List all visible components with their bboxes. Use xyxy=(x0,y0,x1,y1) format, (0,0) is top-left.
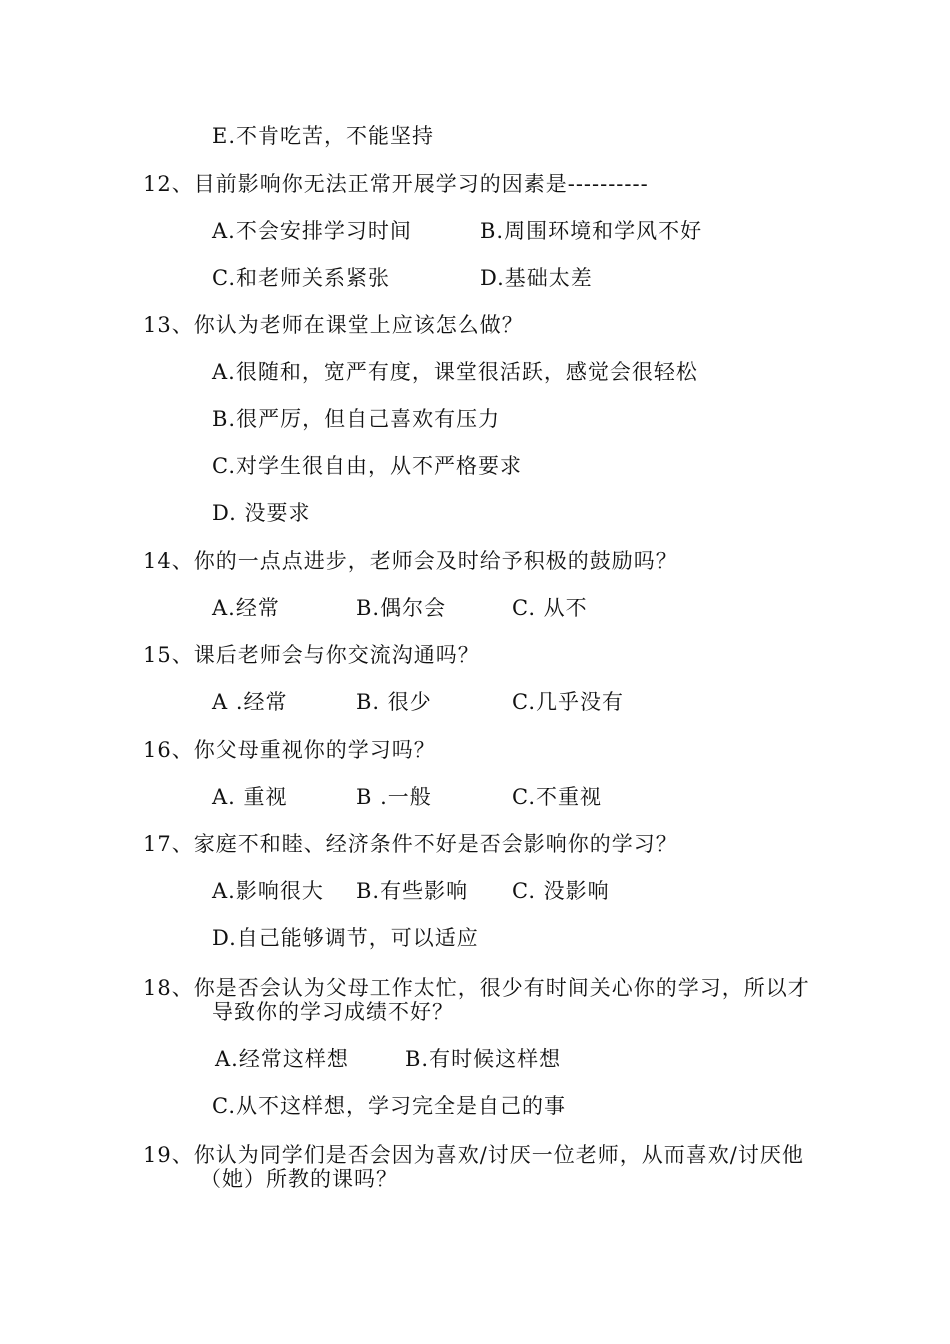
option-14-a: A.经常 xyxy=(212,596,280,620)
option-13-d: D. 没要求 xyxy=(212,501,311,525)
option-12-b: B.周围环境和学风不好 xyxy=(480,219,703,243)
option-14-b: B.偶尔会 xyxy=(356,596,447,620)
option-12-d: D.基础太差 xyxy=(480,266,593,290)
question-19-line2: （她）所教的课吗？ xyxy=(200,1167,398,1191)
option-17-a: A.影响很大 xyxy=(212,879,324,903)
question-12: 12、目前影响你无法正常开展学习的因素是---------- xyxy=(143,172,649,196)
option-13-a: A.很随和，宽严有度，课堂很活跃，感觉会很轻松 xyxy=(212,360,698,384)
option-12-a: A.不会安排学习时间 xyxy=(212,219,412,243)
option-18-b: B.有时候这样想 xyxy=(405,1047,562,1071)
question-17: 17、家庭不和睦、经济条件不好是否会影响你的学习？ xyxy=(143,832,678,856)
option-16-b: B .一般 xyxy=(356,785,432,809)
option-11-e: E.不肯吃苦，不能坚持 xyxy=(212,124,435,148)
option-16-a: A. 重视 xyxy=(212,785,288,809)
question-19-line1: 19、你认为同学们是否会因为喜欢/讨厌一位老师，从而喜欢/讨厌他 xyxy=(143,1143,804,1167)
option-17-d: D.自己能够调节，可以适应 xyxy=(212,926,479,950)
option-12-c: C.和老师关系紧张 xyxy=(212,266,390,290)
option-16-c: C.不重视 xyxy=(512,785,602,809)
question-15: 15、课后老师会与你交流沟通吗？ xyxy=(143,643,480,667)
question-14: 14、你的一点点进步，老师会及时给予积极的鼓励吗？ xyxy=(143,549,678,573)
option-17-c: C. 没影响 xyxy=(512,879,610,903)
question-16: 16、你父母重视你的学习吗？ xyxy=(143,738,436,762)
option-13-b: B.很严厉，但自己喜欢有压力 xyxy=(212,407,501,431)
option-15-b: B. 很少 xyxy=(356,690,432,714)
option-15-c: C.几乎没有 xyxy=(512,690,624,714)
question-18-line2: 导致你的学习成绩不好？ xyxy=(212,1000,454,1024)
option-14-c: C. 从不 xyxy=(512,596,588,620)
option-13-c: C.对学生很自由，从不严格要求 xyxy=(212,454,522,478)
question-13: 13、你认为老师在课堂上应该怎么做？ xyxy=(143,313,524,337)
question-18-line1: 18、你是否会认为父母工作太忙，很少有时间关心你的学习，所以才 xyxy=(143,976,810,1000)
option-17-b: B.有些影响 xyxy=(356,879,469,903)
option-15-a: A .经常 xyxy=(212,690,288,714)
option-18-a: A.经常这样想 xyxy=(215,1047,349,1071)
option-18-c: C.从不这样想，学习完全是自己的事 xyxy=(212,1094,566,1118)
